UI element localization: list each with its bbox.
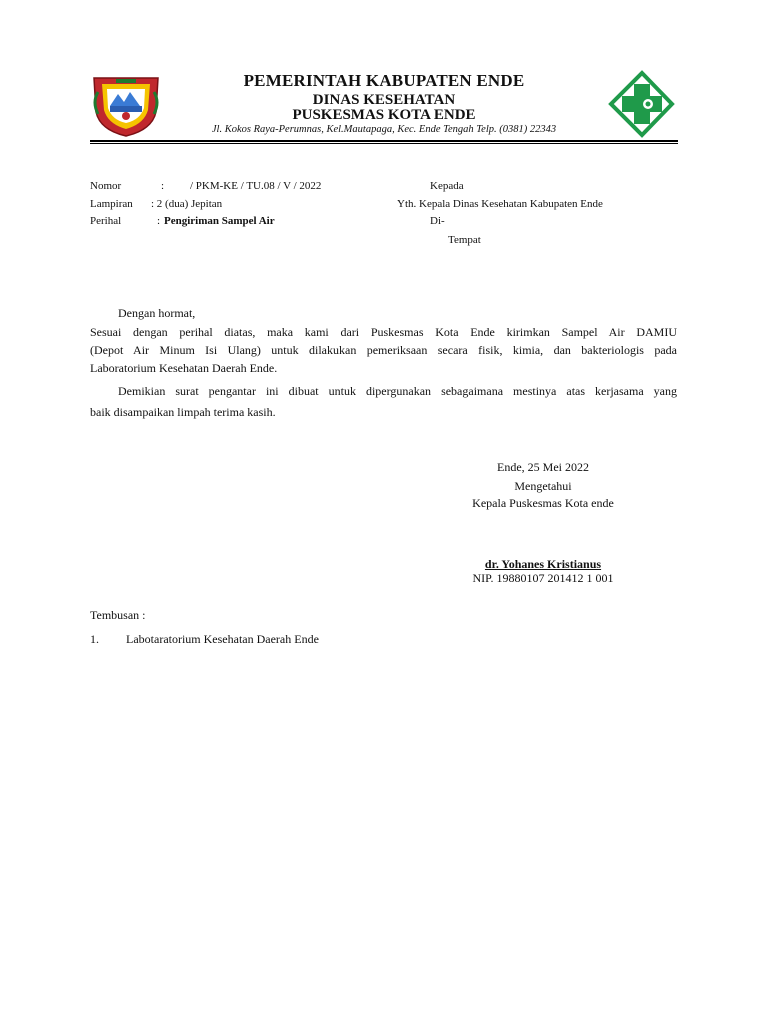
body-paragraph-1-line-2: (Depot Air Minum Isi Ulang) untuk dilakukan pemeriksaan secara fisik, kimia, dan bakteriologis pada	[90, 343, 677, 357]
letterhead-government: PEMERINTAH KABUPATEN ENDE	[243, 71, 525, 90]
tembusan-item-text: Labotaratorium Kesehatan Daerah Ende	[126, 632, 319, 646]
nomor-label: Nomor	[90, 180, 122, 192]
letterhead-address: Jl. Kokos Raya-Perumnas, Kel.Mautapaga, Kec. Ende Tengah Telp. (0381) 22343	[211, 124, 557, 135]
letterhead-divider-thin	[90, 143, 678, 144]
lampiran-value: : 2 (dua) Jepitan	[151, 198, 223, 210]
letterhead-puskesmas: PUSKESMAS KOTA ENDE	[292, 107, 476, 123]
tembusan-item-number: 1.	[90, 632, 99, 646]
perihal-value: Pengiriman Sampel Air	[164, 215, 275, 227]
body-paragraph-2	[90, 382, 677, 421]
letterhead-divider-thick	[90, 140, 678, 142]
body-paragraph-1-line-1: Sesuai dengan perihal diatas, maka kami dari Puskesmas Kota Ende kirimkan Sampel Air DAMIU	[90, 325, 677, 339]
recipient-yth: Yth. Kepala Dinas Kesehatan Kabupaten Ende	[397, 198, 603, 210]
body-paragraph-2-line-1: Demikian surat pengantar ini dibuat untuk dipergunakan sebagaimana mestinya atas kerjasama yang	[118, 384, 677, 398]
place-date: Ende, 25 Mei 2022	[497, 460, 589, 474]
salutation: Dengan hormat,	[118, 306, 196, 320]
body-paragraph-1-line-3: Laboratorium Kesehatan Daerah Ende.	[90, 361, 278, 375]
letterhead-department: DINAS KESEHATAN	[312, 92, 456, 108]
recipient-kepada: Kepada	[430, 180, 464, 192]
nomor-separator: :	[161, 180, 165, 192]
signatory-position: Kepala Puskesmas Kota ende	[472, 496, 614, 510]
signatory-nip: NIP. 19880107 201412 1 001	[472, 571, 614, 585]
lampiran-label: Lampiran	[90, 198, 133, 210]
nomor-value: / PKM-KE / TU.08 / V / 2022	[190, 180, 322, 192]
puskesmas-cross-logo	[608, 70, 676, 138]
recipient-di: Di-	[430, 215, 445, 227]
body-paragraph-1	[90, 323, 677, 377]
recipient-tempat: Tempat	[448, 234, 481, 246]
perihal-separator: :	[157, 215, 161, 227]
mengetahui: Mengetahui	[514, 479, 572, 493]
perihal-label: Perihal	[90, 215, 122, 227]
body-paragraph-2-line-2: baik disampaikan limpah terima kasih.	[90, 405, 276, 419]
signatory-name: dr. Yohanes Kristianus	[484, 557, 602, 571]
tembusan-label: Tembusan :	[90, 608, 146, 622]
